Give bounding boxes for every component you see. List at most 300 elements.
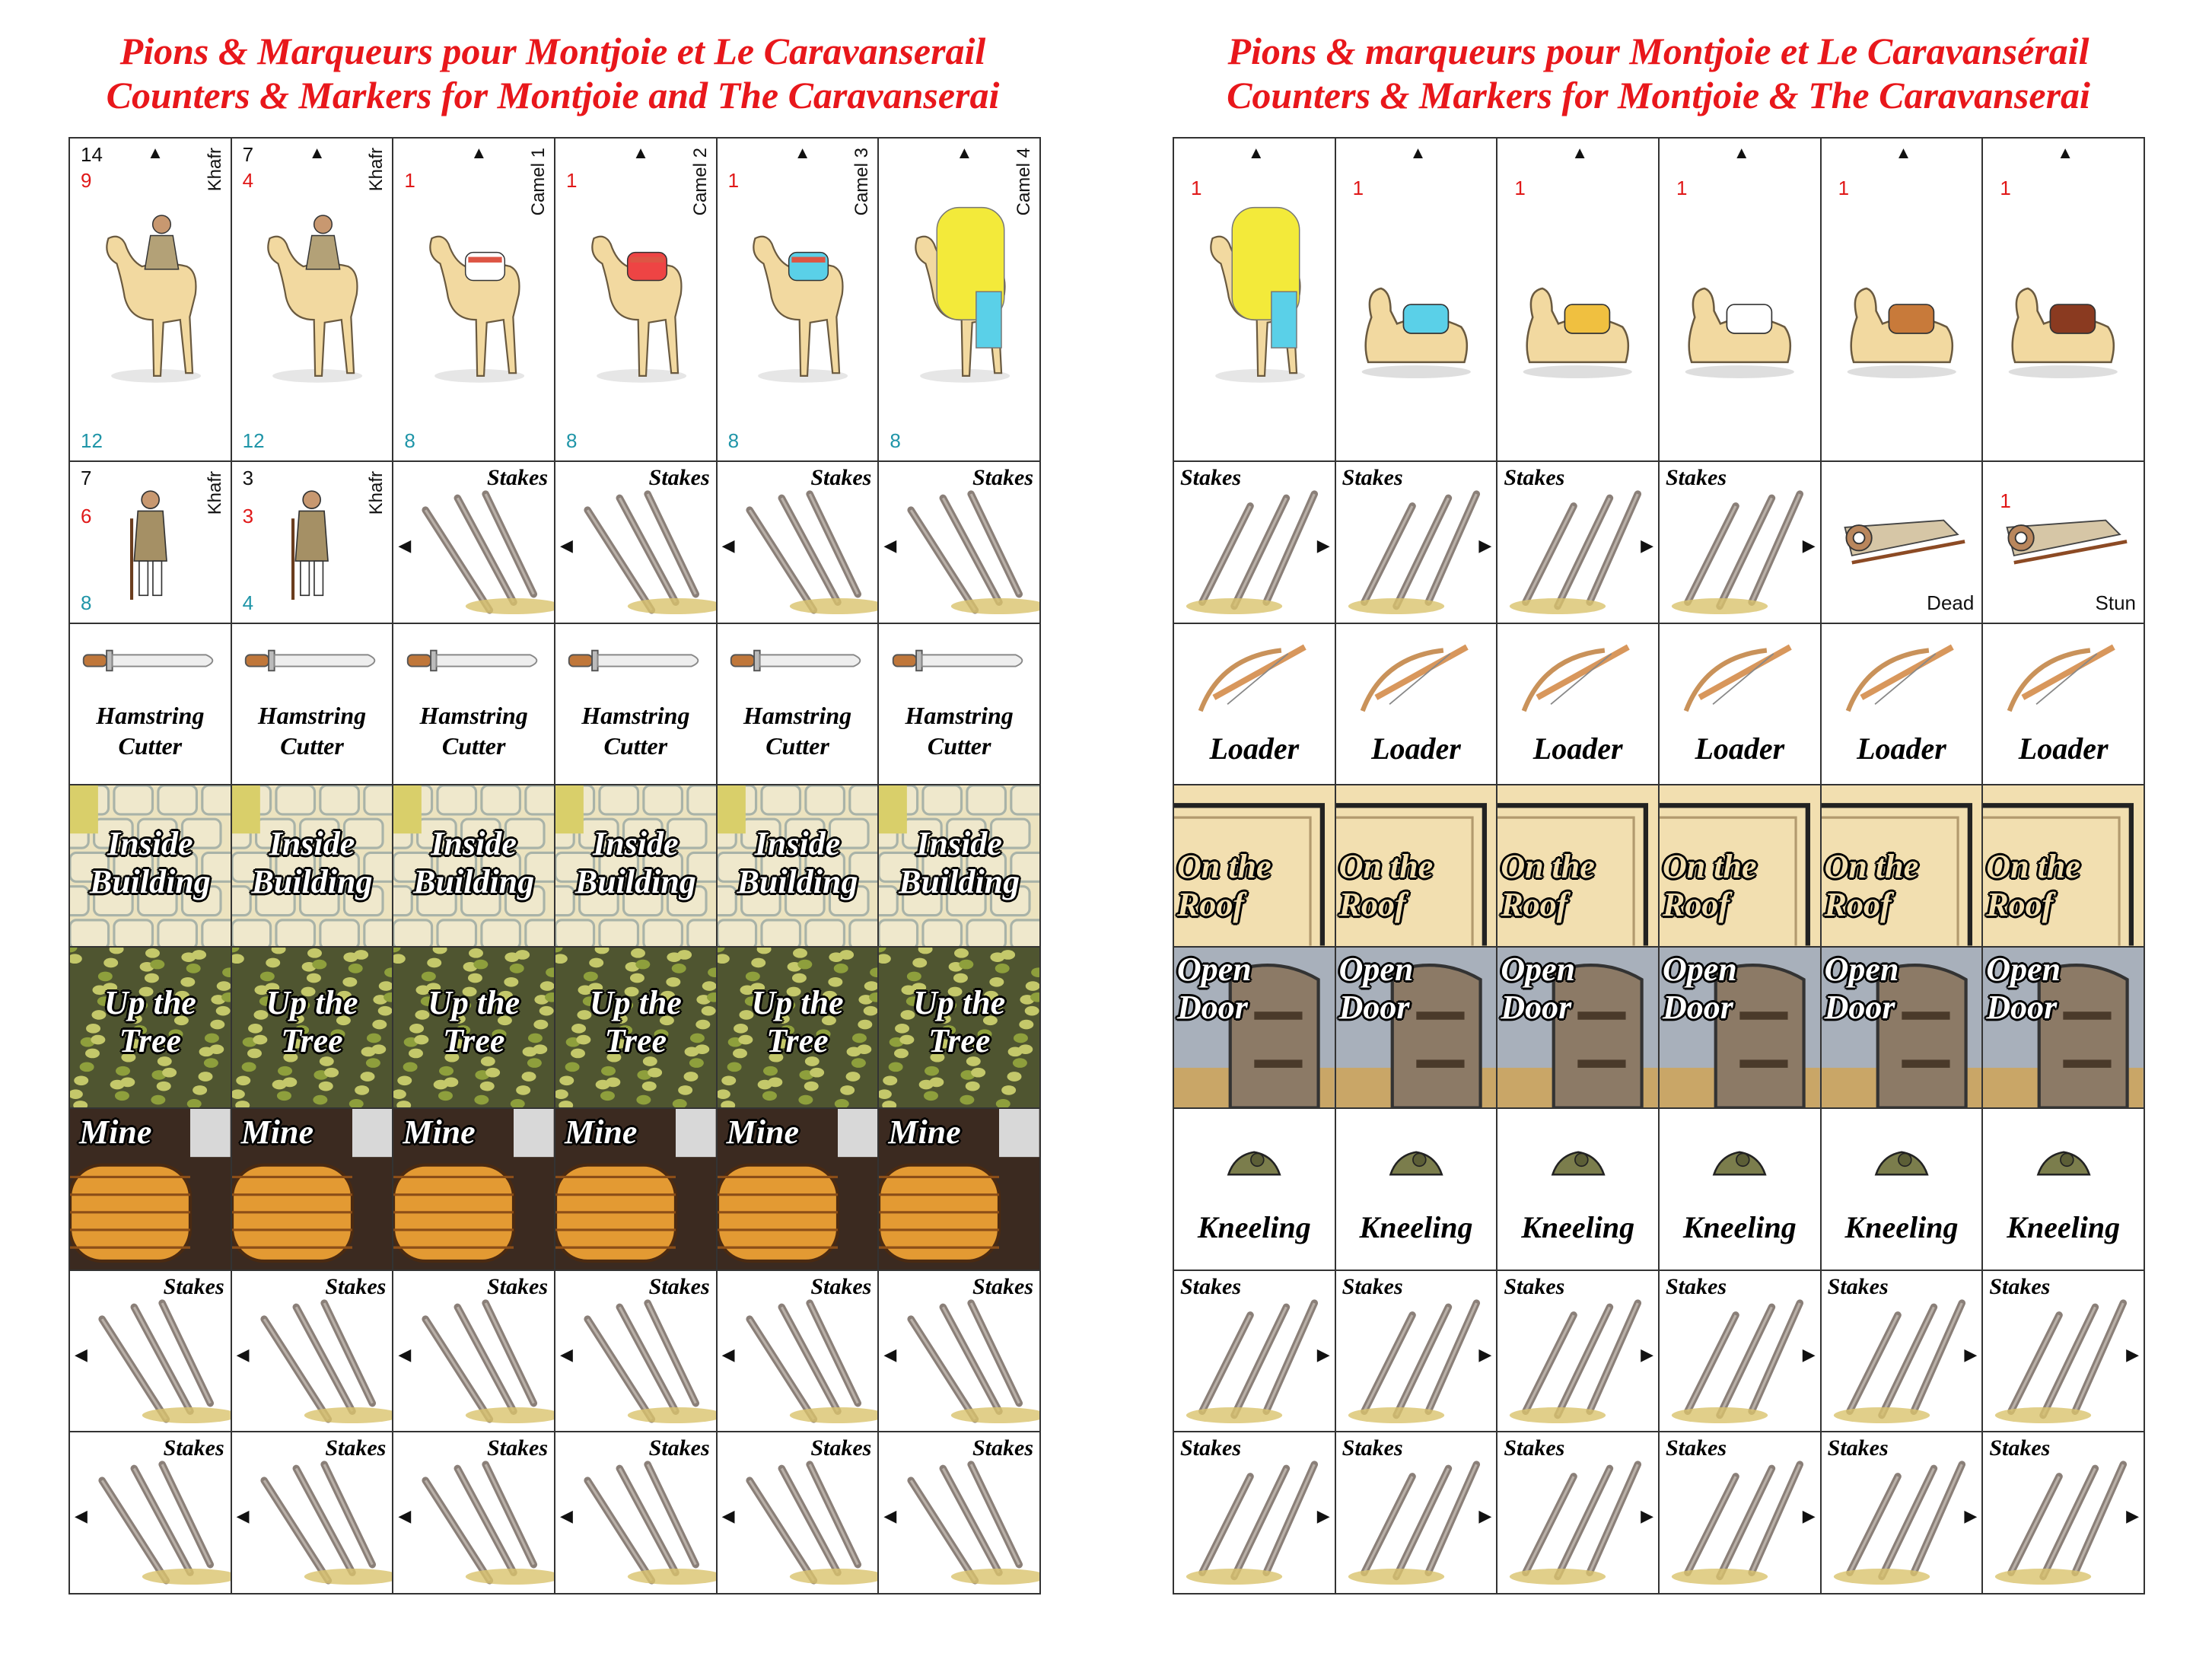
up-the-tree-marker[interactable] bbox=[393, 948, 555, 1110]
on-the-roof-marker[interactable] bbox=[1983, 785, 2145, 948]
camel-icon bbox=[580, 177, 692, 428]
up-the-tree-label bbox=[718, 984, 878, 1060]
stakes-label: Stakes bbox=[486, 1273, 548, 1299]
hamstring-label bbox=[393, 700, 554, 761]
stakes-marker[interactable] bbox=[1174, 1432, 1336, 1595]
mine-marker[interactable] bbox=[555, 1109, 718, 1271]
kneeling-soldier-icon bbox=[1870, 1141, 1934, 1189]
inside-building-label bbox=[393, 825, 554, 901]
facing-arrow: ▶ bbox=[1316, 1506, 1330, 1526]
left-title-english: Counters & Markers for Montjoie and The Caravanserai bbox=[106, 74, 1000, 116]
label-line-2: Cutter bbox=[118, 731, 183, 760]
open-door-label bbox=[1986, 951, 2144, 1027]
stakes-label: Stakes bbox=[486, 1435, 548, 1461]
stakes-marker[interactable] bbox=[232, 1432, 394, 1595]
up-the-tree-marker[interactable] bbox=[232, 948, 394, 1110]
on-the-roof-marker[interactable] bbox=[1660, 785, 1822, 948]
marker-label-line-1: Inside bbox=[754, 825, 841, 863]
marker-label-line-1: On the bbox=[1986, 848, 2080, 886]
stakes-marker[interactable] bbox=[1983, 1271, 2145, 1433]
open-door-label bbox=[1663, 951, 1820, 1027]
inside-building-marker[interactable] bbox=[718, 785, 880, 948]
camel-counter-4[interactable] bbox=[555, 139, 718, 462]
dagger-icon bbox=[724, 646, 871, 675]
marker-label-line-2: Tree bbox=[604, 1021, 667, 1059]
open-door-marker[interactable] bbox=[1336, 948, 1498, 1110]
marker-label-line-2: Building bbox=[737, 863, 858, 901]
stakes-marker[interactable] bbox=[393, 1432, 555, 1595]
hamstring-cutter-marker[interactable] bbox=[718, 624, 880, 786]
marker-label-line-1: Up the bbox=[589, 983, 682, 1021]
camel-rider-icon bbox=[256, 177, 368, 428]
facing-arrow: ▲ bbox=[470, 143, 488, 162]
crossbow-icon bbox=[1996, 633, 2131, 722]
on-the-roof-marker[interactable] bbox=[1336, 785, 1498, 948]
foot-counter-1[interactable] bbox=[70, 462, 232, 624]
on-the-roof-label bbox=[1501, 848, 1658, 924]
stakes-label: Stakes bbox=[1666, 465, 1727, 491]
up-the-tree-marker[interactable] bbox=[555, 948, 718, 1110]
hamstring-label bbox=[718, 700, 878, 761]
counter-top-value: 7 bbox=[242, 143, 254, 166]
stakes-marker[interactable] bbox=[1822, 1432, 1984, 1595]
counter-bottom-value: 8 bbox=[727, 429, 740, 453]
facing-arrow: ▶ bbox=[1802, 535, 1816, 555]
label-line-1: Hamstring bbox=[257, 701, 367, 729]
facing-arrow: ▶ bbox=[1478, 1506, 1492, 1526]
counter-name: Khafr bbox=[366, 148, 387, 192]
stun-label: Stun bbox=[2095, 591, 2136, 614]
dagger-icon bbox=[562, 646, 709, 675]
marker-label-line-2: Door bbox=[1501, 988, 1572, 1026]
marker-label-line-1: Open bbox=[1338, 950, 1414, 988]
stakes-label: Stakes bbox=[810, 465, 872, 491]
kneeling-camel-icon bbox=[1838, 235, 1966, 413]
facing-arrow: ▶ bbox=[2126, 1344, 2139, 1364]
facing-arrow: ◀ bbox=[721, 535, 735, 555]
marker-label-line-1: Up the bbox=[266, 983, 358, 1021]
on-the-roof-label bbox=[1177, 848, 1335, 924]
facing-arrow: ▶ bbox=[1478, 1344, 1492, 1364]
fallen-soldier-icon bbox=[1831, 486, 1972, 582]
label-line-1: Hamstring bbox=[743, 701, 852, 729]
stakes-marker[interactable] bbox=[718, 1271, 880, 1433]
up-the-tree-marker[interactable] bbox=[718, 948, 880, 1110]
label-line-1: Hamstring bbox=[905, 701, 1014, 729]
left-counter-grid bbox=[68, 137, 1041, 1595]
stakes-label: Stakes bbox=[1504, 1273, 1565, 1299]
inside-building-label bbox=[70, 825, 231, 901]
hamstring-label bbox=[70, 700, 231, 761]
hamstring-cutter-marker[interactable] bbox=[232, 624, 394, 786]
marker-label-line-1: Inside bbox=[916, 825, 1002, 863]
mine-marker[interactable] bbox=[70, 1109, 232, 1271]
counter-red-value: 1 bbox=[1514, 177, 1526, 199]
camel-counter-back-3[interactable] bbox=[1497, 139, 1660, 462]
facing-arrow: ▲ bbox=[956, 143, 973, 162]
inside-building-marker[interactable] bbox=[232, 785, 394, 948]
facing-arrow: ▲ bbox=[632, 143, 649, 162]
marker-label-line-2: Roof bbox=[1986, 886, 2054, 924]
facing-arrow: ◀ bbox=[883, 1344, 897, 1364]
camel-counter-back-2[interactable] bbox=[1336, 139, 1498, 462]
loader-label: Loader bbox=[1695, 731, 1785, 766]
counter-red-value: 1 bbox=[1352, 177, 1364, 199]
open-door-marker[interactable] bbox=[1497, 948, 1660, 1110]
stakes-label: Stakes bbox=[163, 1273, 224, 1299]
inside-building-marker[interactable] bbox=[879, 785, 1041, 948]
hamstring-label bbox=[555, 700, 716, 761]
counter-red-value: 1 bbox=[1676, 177, 1688, 199]
marker-label-line-1: On the bbox=[1501, 848, 1595, 886]
inside-building-label bbox=[555, 825, 716, 901]
stakes-label: Stakes bbox=[1180, 1273, 1242, 1299]
stakes-marker[interactable] bbox=[1497, 1432, 1660, 1595]
kneeling-label: Kneeling bbox=[1197, 1210, 1311, 1245]
kneeling-label: Kneeling bbox=[1844, 1210, 1959, 1245]
stakes-label: Stakes bbox=[1180, 465, 1242, 491]
marker-label-line-2: Building bbox=[89, 863, 211, 901]
facing-arrow: ◀ bbox=[883, 1506, 897, 1526]
kneeling-label: Kneeling bbox=[1521, 1210, 1635, 1245]
stakes-marker[interactable] bbox=[718, 1432, 880, 1595]
marker-label-line-1: Open bbox=[1663, 950, 1737, 988]
counter-top-value: 3 bbox=[242, 467, 254, 490]
marker-label-line-2: Tree bbox=[442, 1021, 505, 1059]
stakes-label: Stakes bbox=[325, 1273, 387, 1299]
facing-arrow: ◀ bbox=[721, 1344, 735, 1364]
hamstring-label bbox=[232, 700, 393, 761]
facing-arrow: ◀ bbox=[560, 1506, 573, 1526]
counter-top-value: 7 bbox=[81, 467, 92, 490]
crossbow-icon bbox=[1673, 633, 1807, 722]
kneeling-camel-icon bbox=[1513, 235, 1642, 413]
facing-arrow: ◀ bbox=[560, 1344, 573, 1364]
mine-marker[interactable] bbox=[718, 1109, 880, 1271]
inside-building-marker[interactable] bbox=[555, 785, 718, 948]
loader-label: Loader bbox=[1209, 731, 1300, 766]
mine-label bbox=[727, 1113, 878, 1152]
kneeling-marker[interactable] bbox=[1497, 1109, 1660, 1271]
stakes-marker[interactable] bbox=[1822, 1271, 1984, 1433]
dead-marker[interactable] bbox=[1822, 462, 1984, 624]
mine-marker[interactable] bbox=[879, 1109, 1041, 1271]
stakes-marker[interactable] bbox=[555, 462, 718, 624]
stakes-label: Stakes bbox=[810, 1435, 872, 1461]
on-the-roof-marker[interactable] bbox=[1822, 785, 1984, 948]
marker-label-line-2: Building bbox=[251, 863, 373, 901]
stakes-marker[interactable] bbox=[70, 1432, 232, 1595]
counter-red-value: 1 bbox=[566, 169, 578, 192]
facing-arrow: ▶ bbox=[1641, 1344, 1653, 1364]
up-the-tree-label bbox=[70, 984, 231, 1060]
label-line-2: Cutter bbox=[765, 731, 829, 760]
marker-label-line-2: Building bbox=[413, 863, 535, 901]
marker-label-line-1: Mine bbox=[240, 1113, 314, 1152]
inside-building-marker[interactable] bbox=[70, 785, 232, 948]
crossbow-icon bbox=[1835, 633, 1969, 722]
marker-label-line-1: Mine bbox=[565, 1113, 638, 1152]
dagger-icon bbox=[886, 646, 1033, 675]
label-line-2: Cutter bbox=[280, 731, 344, 760]
hamstring-cutter-marker[interactable] bbox=[393, 624, 555, 786]
kneeling-camel-icon bbox=[1999, 235, 2128, 413]
counter-red-value: 1 bbox=[1838, 177, 1850, 199]
mine-marker[interactable] bbox=[393, 1109, 555, 1271]
mine-marker[interactable] bbox=[232, 1109, 394, 1271]
stakes-marker[interactable] bbox=[879, 1271, 1041, 1433]
facing-arrow: ▲ bbox=[308, 143, 326, 162]
kneeling-label: Kneeling bbox=[2007, 1210, 2121, 1245]
marker-label-line-2: Door bbox=[1986, 988, 2058, 1026]
counter-name: Camel 2 bbox=[689, 148, 711, 216]
stakes-marker[interactable] bbox=[393, 462, 555, 624]
marker-label-line-2: Roof bbox=[1501, 886, 1568, 924]
stakes-label: Stakes bbox=[1666, 1273, 1727, 1299]
camel-counter-back-5[interactable] bbox=[1822, 139, 1984, 462]
crossbow-icon bbox=[1187, 633, 1322, 722]
dagger-icon bbox=[76, 646, 224, 675]
stakes-label: Stakes bbox=[1342, 1273, 1403, 1299]
facing-arrow: ◀ bbox=[721, 1506, 735, 1526]
kneeling-marker[interactable] bbox=[1660, 1109, 1822, 1271]
up-the-tree-marker[interactable] bbox=[70, 948, 232, 1110]
kneeling-marker[interactable] bbox=[1174, 1109, 1336, 1271]
counter-bottom-value: 8 bbox=[81, 591, 92, 614]
marker-label-line-1: Up the bbox=[428, 983, 520, 1021]
marker-label-line-2: Door bbox=[1338, 988, 1410, 1026]
loader-marker[interactable] bbox=[1822, 624, 1984, 786]
facing-arrow: ▶ bbox=[1802, 1506, 1816, 1526]
right-title-english: Counters & Markers for Montjoie & The Caravanserai bbox=[1227, 74, 2090, 116]
label-line-2: Cutter bbox=[441, 731, 506, 760]
counter-red-value: 3 bbox=[242, 505, 254, 528]
open-door-label bbox=[1177, 951, 1335, 1027]
stakes-label: Stakes bbox=[972, 1435, 1033, 1461]
open-door-label bbox=[1339, 951, 1497, 1027]
stakes-marker[interactable] bbox=[1660, 462, 1822, 624]
up-the-tree-label bbox=[879, 984, 1039, 1060]
stakes-marker[interactable] bbox=[1497, 462, 1660, 624]
marker-label-line-1: Mine bbox=[403, 1113, 476, 1152]
khafr-foot-icon bbox=[110, 481, 190, 606]
stakes-marker[interactable] bbox=[232, 1271, 394, 1433]
marker-label-line-1: Open bbox=[1986, 950, 2061, 988]
marker-label-line-2: Tree bbox=[928, 1021, 991, 1059]
camel-counter-5[interactable] bbox=[718, 139, 880, 462]
mine-label bbox=[565, 1113, 716, 1152]
kneeling-soldier-icon bbox=[1384, 1141, 1448, 1189]
open-door-marker[interactable] bbox=[1983, 948, 2145, 1110]
hamstring-label bbox=[879, 700, 1039, 761]
stakes-marker[interactable] bbox=[718, 462, 880, 624]
marker-label-line-2: Roof bbox=[1663, 886, 1730, 924]
on-the-roof-marker[interactable] bbox=[1497, 785, 1660, 948]
stakes-marker[interactable] bbox=[1660, 1432, 1822, 1595]
khafr-foot-icon bbox=[272, 481, 352, 606]
hamstring-cutter-marker[interactable] bbox=[879, 624, 1041, 786]
loader-marker[interactable] bbox=[1497, 624, 1660, 786]
counter-red-value: 1 bbox=[727, 169, 740, 192]
marker-label-line-2: Tree bbox=[119, 1021, 182, 1059]
facing-arrow: ◀ bbox=[560, 535, 573, 555]
loader-marker[interactable] bbox=[1660, 624, 1822, 786]
facing-arrow: ▲ bbox=[794, 143, 811, 162]
counter-red-value: 1 bbox=[1191, 177, 1202, 199]
loader-label: Loader bbox=[1371, 731, 1461, 766]
inside-building-marker[interactable] bbox=[393, 785, 555, 948]
camel-rider-icon bbox=[94, 177, 206, 428]
kneeling-label: Kneeling bbox=[1359, 1210, 1473, 1245]
counter-name: Camel 1 bbox=[528, 148, 549, 216]
on-the-roof-label bbox=[1339, 848, 1497, 924]
kneeling-marker[interactable] bbox=[1983, 1109, 2145, 1271]
counter-red-value: 6 bbox=[81, 505, 92, 528]
camel-counter-back-4[interactable] bbox=[1660, 139, 1822, 462]
on-the-roof-marker[interactable] bbox=[1174, 785, 1336, 948]
camel-counter-back-1[interactable] bbox=[1174, 139, 1336, 462]
facing-arrow: ▶ bbox=[1641, 535, 1653, 555]
open-door-marker[interactable] bbox=[1174, 948, 1336, 1110]
stakes-marker[interactable] bbox=[1336, 462, 1498, 624]
marker-label-line-1: Open bbox=[1824, 950, 1899, 988]
label-line-1: Hamstring bbox=[581, 701, 690, 729]
facing-arrow: ◀ bbox=[398, 535, 412, 555]
marker-label-line-2: Door bbox=[1177, 988, 1248, 1026]
marker-label-line-1: On the bbox=[1177, 848, 1272, 886]
counter-bottom-value: 12 bbox=[81, 429, 103, 453]
hamstring-cutter-marker[interactable] bbox=[555, 624, 718, 786]
kneeling-soldier-icon bbox=[2032, 1141, 2096, 1189]
marker-label-line-1: Inside bbox=[269, 825, 355, 863]
stun-value: 1 bbox=[2000, 489, 2011, 513]
dagger-icon bbox=[238, 646, 386, 675]
dead-label: Dead bbox=[1927, 591, 1975, 614]
facing-arrow: ▶ bbox=[1316, 535, 1330, 555]
stakes-marker[interactable] bbox=[1174, 462, 1336, 624]
stakes-marker[interactable] bbox=[1336, 1271, 1498, 1433]
up-the-tree-marker[interactable] bbox=[879, 948, 1041, 1110]
stakes-marker[interactable] bbox=[1983, 1432, 2145, 1595]
crossbow-icon bbox=[1510, 633, 1645, 722]
counter-name: Khafr bbox=[204, 148, 225, 192]
counter-name: Camel 3 bbox=[851, 148, 873, 216]
facing-arrow: ◀ bbox=[398, 1344, 412, 1364]
counter-name: Khafr bbox=[366, 471, 387, 515]
kneeling-soldier-icon bbox=[1546, 1141, 1610, 1189]
marker-label-line-2: Roof bbox=[1177, 886, 1244, 924]
facing-arrow: ▲ bbox=[1409, 143, 1427, 162]
facing-arrow: ◀ bbox=[883, 535, 897, 555]
marker-label-line-1: Mine bbox=[726, 1113, 800, 1152]
marker-label-line-1: Open bbox=[1177, 950, 1252, 988]
facing-arrow: ▲ bbox=[147, 143, 164, 162]
hamstring-cutter-marker[interactable] bbox=[70, 624, 232, 786]
open-door-label bbox=[1501, 951, 1658, 1027]
on-the-roof-label bbox=[1986, 848, 2144, 924]
camel-icon bbox=[741, 177, 853, 428]
counter-bottom-value: 8 bbox=[566, 429, 578, 453]
counter-bottom-value: 4 bbox=[242, 591, 254, 614]
stakes-marker[interactable] bbox=[555, 1271, 718, 1433]
camel-icon bbox=[418, 177, 530, 428]
kneeling-marker[interactable] bbox=[1336, 1109, 1498, 1271]
marker-label-line-1: Up the bbox=[913, 983, 1006, 1021]
kneeling-camel-icon bbox=[1352, 235, 1481, 413]
camel-counter-6[interactable] bbox=[879, 139, 1041, 462]
facing-arrow: ▶ bbox=[1964, 1344, 1978, 1364]
stakes-label: Stakes bbox=[1989, 1435, 2051, 1461]
kneeling-label: Kneeling bbox=[1682, 1210, 1797, 1245]
right-title-french: Pions & marqueurs pour Montjoie et Le Caravansérail bbox=[1227, 30, 2089, 72]
stakes-label: Stakes bbox=[972, 465, 1033, 491]
kneeling-soldier-icon bbox=[1222, 1141, 1286, 1189]
stakes-marker[interactable] bbox=[555, 1432, 718, 1595]
marker-label-line-2: Roof bbox=[1824, 886, 1892, 924]
facing-arrow: ◀ bbox=[398, 1506, 412, 1526]
camel-counter-3[interactable] bbox=[393, 139, 555, 462]
stakes-label: Stakes bbox=[1827, 1273, 1889, 1299]
open-door-marker[interactable] bbox=[1822, 948, 1984, 1110]
camel-counter-back-6[interactable] bbox=[1983, 139, 2145, 462]
stakes-marker[interactable] bbox=[70, 1271, 232, 1433]
stun-marker[interactable] bbox=[1983, 462, 2145, 624]
stakes-marker[interactable] bbox=[1660, 1271, 1822, 1433]
facing-arrow: ▲ bbox=[1247, 143, 1265, 162]
facing-arrow: ◀ bbox=[75, 1344, 88, 1364]
left-title-french: Pions & Marqueurs pour Montjoie et Le Caravanserail bbox=[119, 30, 986, 72]
marker-label-line-2: Building bbox=[899, 863, 1020, 901]
facing-arrow: ◀ bbox=[236, 1344, 250, 1364]
marker-label-line-1: Up the bbox=[103, 983, 196, 1021]
stakes-label: Stakes bbox=[1504, 465, 1565, 491]
marker-label-line-1: Inside bbox=[107, 825, 193, 863]
facing-arrow: ▶ bbox=[1478, 535, 1492, 555]
inside-building-label bbox=[879, 825, 1039, 901]
camel-counter-2[interactable] bbox=[232, 139, 394, 462]
camel-counter-1[interactable] bbox=[70, 139, 232, 462]
stakes-marker[interactable] bbox=[393, 1271, 555, 1433]
stakes-marker[interactable] bbox=[1497, 1271, 1660, 1433]
label-line-2: Cutter bbox=[927, 731, 991, 760]
loader-marker[interactable] bbox=[1983, 624, 2145, 786]
mine-label bbox=[241, 1113, 393, 1152]
mine-label bbox=[888, 1113, 1039, 1152]
kneeling-marker[interactable] bbox=[1822, 1109, 1984, 1271]
facing-arrow: ▲ bbox=[1733, 143, 1750, 162]
facing-arrow: ▲ bbox=[2057, 143, 2074, 162]
facing-arrow: ▶ bbox=[1802, 1344, 1816, 1364]
stakes-label: Stakes bbox=[1989, 1273, 2051, 1299]
loader-marker[interactable] bbox=[1336, 624, 1498, 786]
marker-label-line-1: On the bbox=[1824, 848, 1919, 886]
foot-counter-2[interactable] bbox=[232, 462, 394, 624]
stakes-marker[interactable] bbox=[1174, 1271, 1336, 1433]
stakes-marker[interactable] bbox=[1336, 1432, 1498, 1595]
marker-label-line-1: Open bbox=[1501, 950, 1576, 988]
loader-marker[interactable] bbox=[1174, 624, 1336, 786]
open-door-marker[interactable] bbox=[1660, 948, 1822, 1110]
camel-palanquin-icon bbox=[1198, 177, 1310, 428]
stakes-marker[interactable] bbox=[879, 462, 1041, 624]
stakes-label: Stakes bbox=[648, 1273, 710, 1299]
marker-label-line-1: Inside bbox=[593, 825, 679, 863]
marker-label-line-1: Up the bbox=[751, 983, 844, 1021]
mine-label bbox=[403, 1113, 554, 1152]
counter-top-value: 14 bbox=[81, 143, 103, 166]
counter-name: Camel 4 bbox=[1014, 148, 1034, 216]
stakes-marker[interactable] bbox=[879, 1432, 1041, 1595]
